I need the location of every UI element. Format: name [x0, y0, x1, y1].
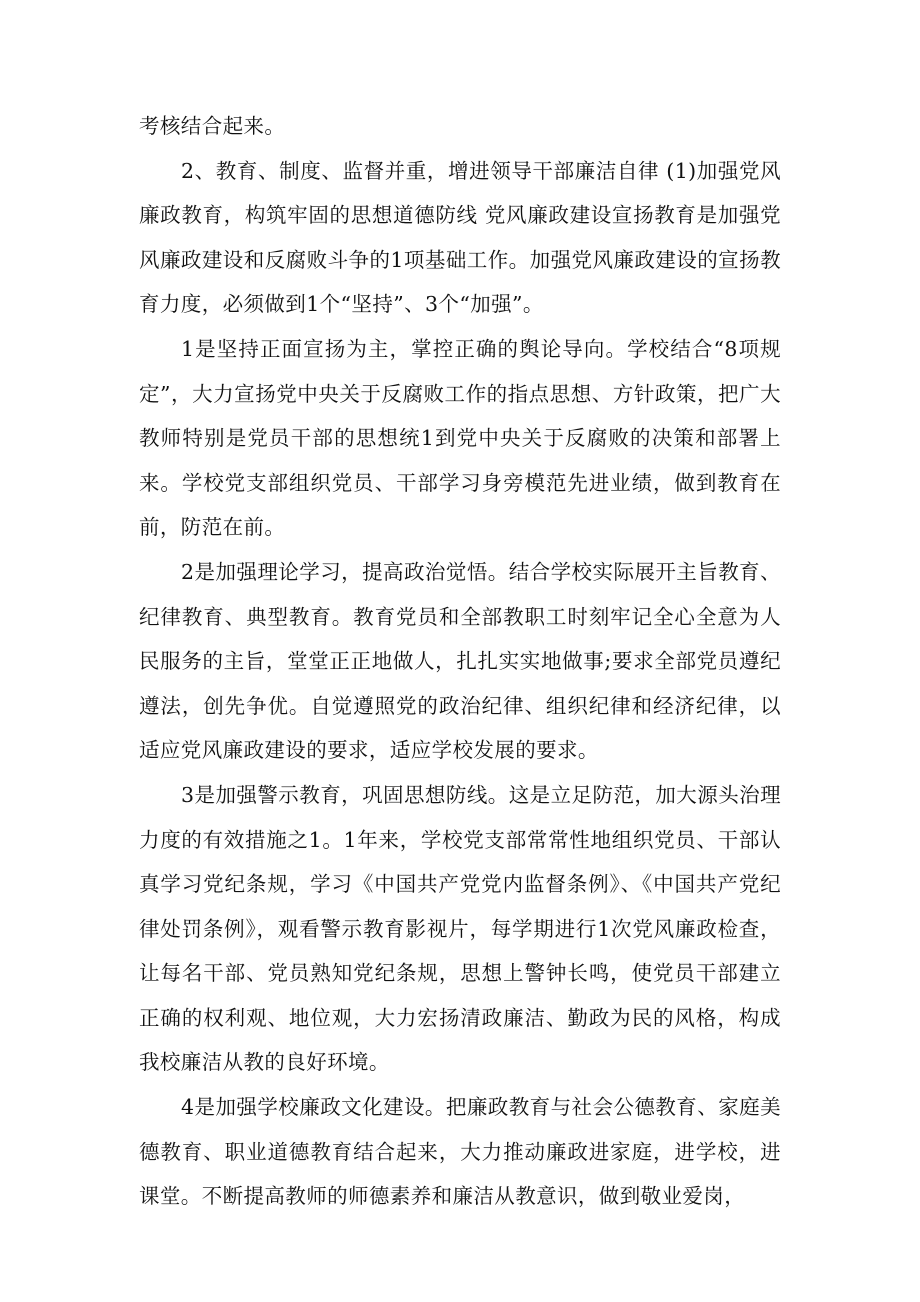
paragraph-point-1: 1是坚持正面宣扬为主，掌控正确的舆论导向。学校结合“8项规定”，大力宣扬党中央关于反腐败工作的指点思想、方针政策，把广大教师特别是党员干部的思想统1到党中央关于反腐败的决策和部署上来。学校党支部组织党员、干部学习身旁模范先进业绩，做到教育在前，防范在前。	[139, 336, 781, 540]
document-body	[139, 104, 781, 1219]
paragraph-continuation: 考核结合起来。	[139, 114, 286, 138]
paragraph-section-2: 2、教育、制度、监督并重，增进领导干部廉洁自律 (1)加强党风廉政教育，构筑牢固的思想道德防线 党风廉政建设宣扬教育是加强党风廉政建设和反腐败斗争的1项基础工作。加强党风廉政建设的宣扬教育力度，必须做到1个“坚持”、3个“加强”。	[139, 158, 781, 317]
paragraph-point-3: 3是加强警示教育，巩固思想防线。这是立足防范，加大源头治理力度的有效措施之1。1年来，学校党支部常常性地组织党员、干部认真学习党纪条规，学习《中国共产党党内监督条例》、《中国共产党纪律处罚条例》，观看警示教育影视片，每学期进行1次党风廉政检查，让每名干部、党员熟知党纪条规，思想上警钟长鸣，使党员干部建立正确的权利观、地位观，大力宏扬清政廉洁、勤政为民的风格，构成我校廉洁从教的良好环境。	[139, 782, 781, 1075]
paragraph-point-4: 4是加强学校廉政文化建设。把廉政教育与社会公德教育、家庭美德教育、职业道德教育结合起来，大力推动廉政进家庭，进学校，进课堂。不断提高教师的师德素养和廉洁从教意识，做到敬业爱岗，	[139, 1095, 781, 1209]
paragraph-point-2: 2是加强理论学习，提高政治觉悟。结合学校实际展开主旨教育、纪律教育、典型教育。教育党员和全部教职工时刻牢记全心全意为人民服务的主旨，堂堂正正地做人，扎扎实实地做事;要求全部党员遵纪遵法，创先争优。自觉遵照党的政治纪律、组织纪律和经济纪律，以适应党风廉政建设的要求，适应学校发展的要求。	[139, 559, 781, 763]
